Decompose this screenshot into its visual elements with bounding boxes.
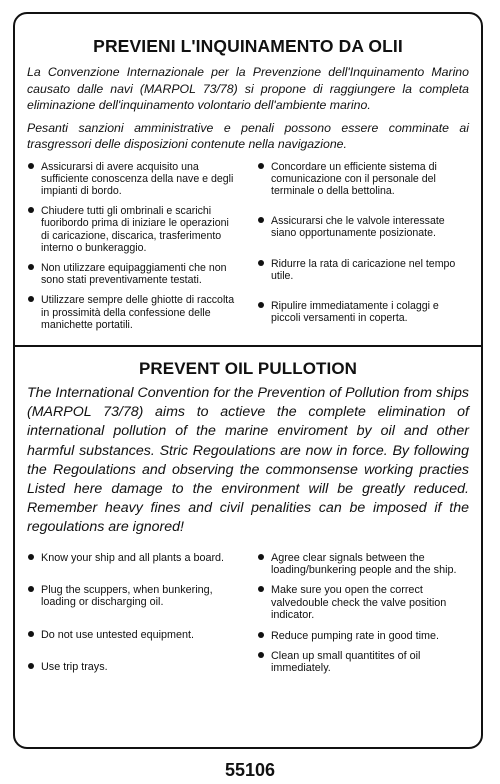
list-item: Do not use untested equipment. [27, 629, 238, 641]
bullet-icon [28, 296, 34, 302]
list-item: Plug the scuppers, when bunkering, loading or discharging oil. [27, 584, 238, 609]
list-item: Ridurre la rata di caricazione nel tempo utile. [257, 258, 469, 282]
italian-left-column [27, 161, 238, 339]
bullet-icon [258, 586, 264, 592]
list-item: Agree clear signals between the loading/bunkering people and the ship. [257, 552, 469, 577]
list-item: Assicurarsi che le valvole interessate siano opportunamente posizionate. [257, 215, 469, 239]
list-item: Utilizzare sempre delle ghiotte di raccolta in prossimità della confessione delle manichette portatili. [27, 294, 238, 331]
italian-instructions [27, 161, 469, 339]
italian-intro: La Convenzione Internazionale per la Prevenzione dell'Inquinamento Marino causato dalle navi (MARPOL 73/78) si propone di raggiungere la completa eliminazione dell'inquinamento volontario dell'ambiente marino. [27, 65, 469, 112]
list-item: Chiudere tutti gli ombrinali e scarichi fuoribordo prima di iniziare le operazioni di caricazione, discarica, trasferimento interno o bunkeraggio. [27, 205, 238, 254]
bullet-icon [258, 652, 264, 658]
safety-sign [13, 12, 483, 749]
bullet-icon [258, 554, 264, 560]
product-code: 55106 [224, 760, 276, 780]
list-item: Reduce pumping rate in good time. [257, 630, 469, 642]
list-item: Ripulire immediatamente i colaggi e piccoli versamenti in coperta. [257, 300, 469, 324]
list-item: Make sure you open the correct valvedouble check the valve position indicator. [257, 584, 469, 621]
bullet-icon [258, 260, 264, 266]
list-item: Assicurarsi di avere acquisito una sufficiente conoscenza della nave e degli impianti di bordo. [27, 161, 238, 198]
bullet-icon [258, 632, 264, 638]
english-title: PREVENT OIL PULLOTION [138, 358, 358, 378]
bullet-icon [28, 207, 34, 213]
list-item: Clean up small quantitites of oil immediately. [257, 650, 469, 675]
english-instructions [27, 552, 469, 694]
list-item: Non utilizzare equipaggiamenti che non sono stati preventivamente testati. [27, 262, 238, 286]
bullet-icon [28, 264, 34, 270]
bullet-icon [28, 554, 34, 560]
english-intro: The International Convention for the Prevention of Pollution from ships (MARPOL 73/78) aims to actieve the complete elimination of international pollution of the marine enviroment by oil and other harmful substances. Stric Regoulations are now in force. By following the Regoulations and observing the commonsense working practies Listed here damage to the environment will be greatly reduced. Remember heavy fines and civil penalities can be imposed if the regoulations are ignored! [27, 384, 469, 536]
bullet-icon [28, 663, 34, 669]
list-item: Use trip trays. [27, 661, 238, 673]
bullet-icon [258, 217, 264, 223]
english-left-column [27, 552, 238, 694]
italian-sanctions-note: Pesanti sanzioni amministrative e penali possono essere comminate ai trasgressori delle disposizioni contenute nella navigazione. [27, 120, 469, 151]
bullet-icon [28, 163, 34, 169]
bullet-icon [28, 631, 34, 637]
italian-title: PREVIENI L'INQUINAMENTO DA OLII [93, 36, 403, 56]
bullet-icon [258, 302, 264, 308]
list-item: Know your ship and all plants a board. [27, 552, 238, 564]
bullet-icon [258, 163, 264, 169]
english-right-column [257, 552, 469, 694]
list-item: Concordare un efficiente sistema di comunicazione con il personale del terminale o della bettolina. [257, 161, 469, 198]
bullet-icon [28, 586, 34, 592]
italian-right-column [257, 161, 469, 339]
